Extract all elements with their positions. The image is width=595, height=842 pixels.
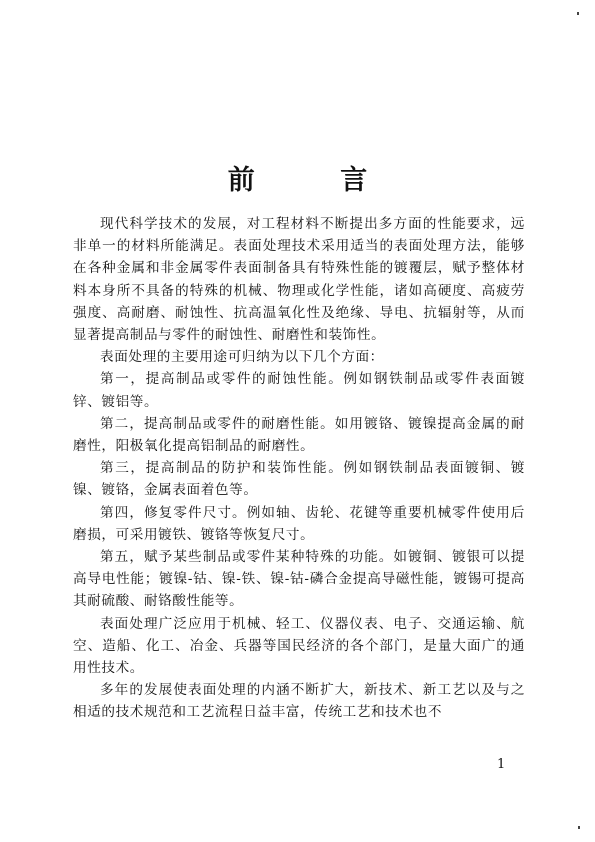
- paragraph: 第一，提高制品或零件的耐蚀性能。例如钢铁制品或零件表面镀锌、镀铝等。: [73, 371, 525, 410]
- paragraph: 第二，提高制品或零件的耐磨性能。如用镀铬、镀镍提高金属的耐磨性，阳极氧化提高铝制品的耐磨性。: [73, 415, 525, 455]
- corner-mark: [577, 12, 579, 15]
- corner-mark: [578, 826, 580, 829]
- paragraph: 现代科学技术的发展，对工程材料不断提出多方面的性能要求，远非单一的材料所能满足。表面处理技术采用适当的表面处理方法，能够在各种金属和非金属零件表面制备具有特殊性能的镀覆层，赋予整体材料本身所不具备的特殊的机械、物理或化学性能，诸如高硬度、高疲劳强度、高耐磨、耐蚀性、抗高温氧化性及绝缘、导电、抗辐射等，从而显著提高制品与零件的耐蚀性、耐磨性和装饰性。: [73, 216, 525, 344]
- body-text: [73, 213, 525, 724]
- paragraph: 表面处理广泛应用于机械、轻工、仪器仪表、电子、交通运输、航空、造船、化工、冶金、兵器等国民经济的各个部门，是量大面广的通用性技术。: [73, 615, 525, 677]
- paragraph: 多年的发展使表面处理的内涵不断扩大，新技术、新工艺以及与之相适的技术规范和工艺流程日益丰富，传统工艺和技术也不: [73, 682, 525, 721]
- page-number: 1: [497, 757, 506, 772]
- paragraph: 表面处理的主要用途可归纳为以下几个方面：: [100, 349, 384, 366]
- paragraph: 第四，修复零件尺寸。例如轴、齿轮、花键等重要机械零件使用后磨损，可采用镀铁、镀铬等恢复尺寸。: [73, 504, 525, 543]
- paragraph: 第三，提高制品的防护和装饰性能。例如钢铁制品表面镀铜、镀镍、镀铬，金属表面着色等。: [73, 460, 525, 499]
- paragraph: 第五，赋予某些制品或零件某种特殊的功能。如镀铜、镀银可以提高导电性能；镀镍-钴、镍-铁、镍-钴-磷合金提高导磁性能，镀锡可提高其耐硫酸、耐铬酸性能等。: [73, 549, 525, 610]
- page-title: 前 言: [227, 165, 406, 197]
